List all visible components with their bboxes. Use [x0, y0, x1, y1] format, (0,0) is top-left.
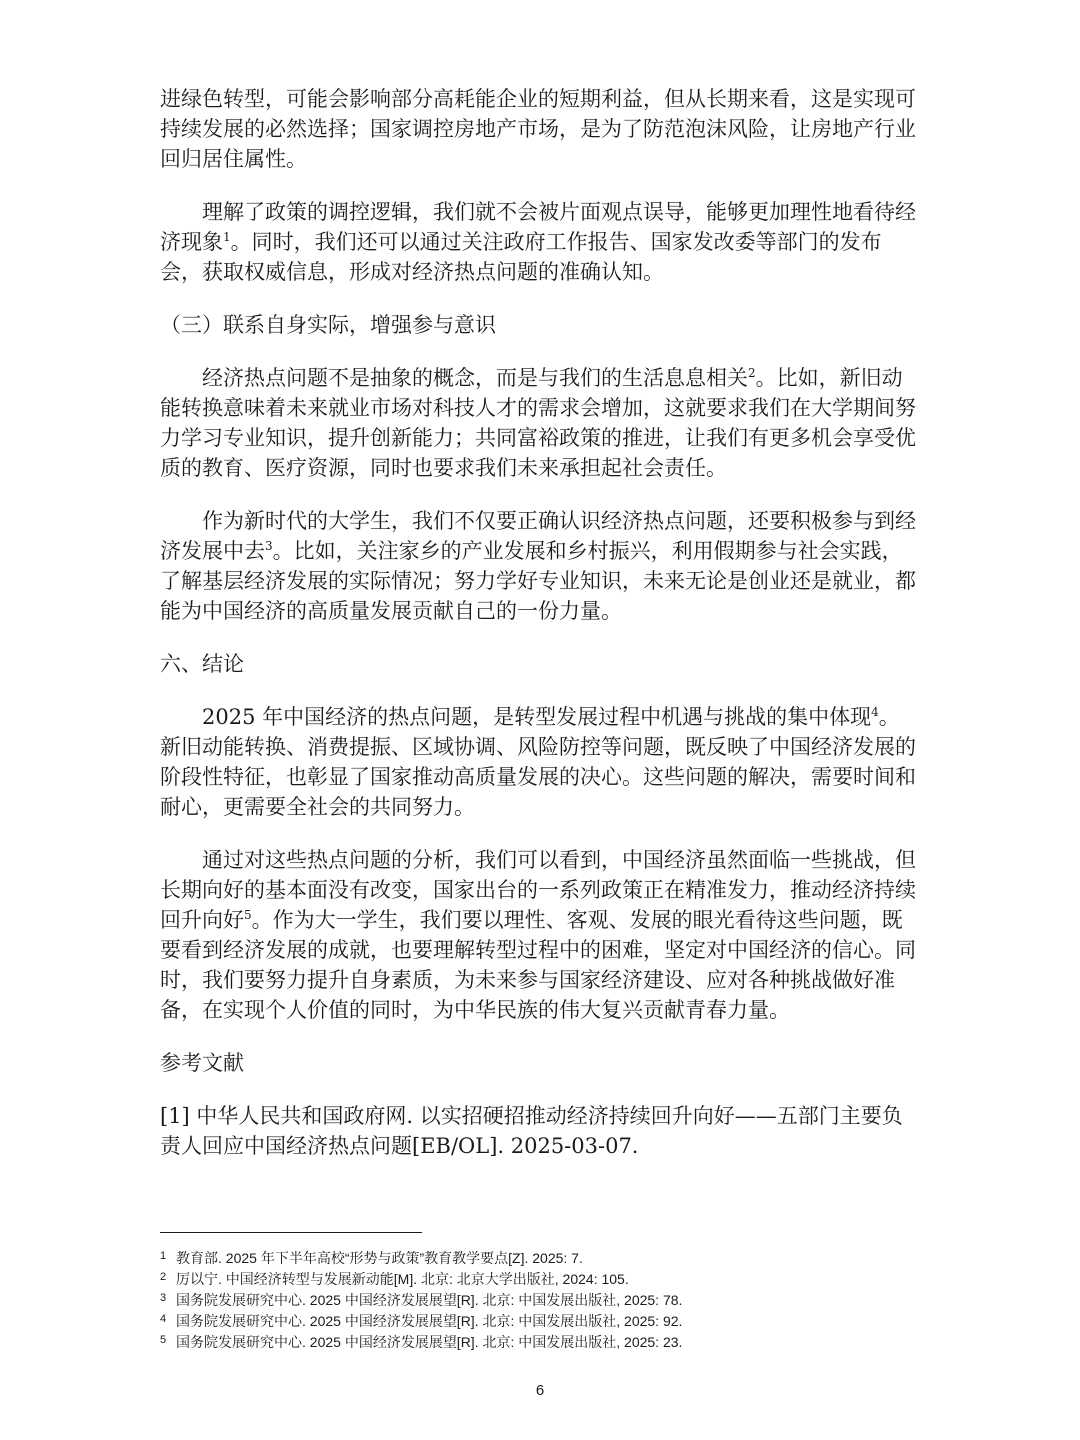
paragraph-text: 经济热点问题不是抽象的概念，而是与我们的生活息息相关 — [202, 366, 748, 390]
reference-item-1: [1] 中华人民共和国政府网. 以实招硬招推动经济持续回升向好——五部门主要负责人回应中国经济热点问题[EB/OL]. 2025-03-07. — [160, 1104, 903, 1158]
page-number: 6 — [535, 1382, 545, 1399]
footnote-text: 国务院发展研究中心. 2025 中国经济发展展望[R]. 北京: 中国发展出版社, 2025: 92. — [176, 1313, 683, 1329]
paragraph-text: 。作为大一学生，我们要以理性、客观、发展的眼光看待这些问题，既要看到经济发展的成就，也要理解转型过程中的困难，坚定对中国经济的信心。同时，我们要努力提升自身素质，为未来参与国家经济建设、应对各种挑战做好准备，在实现个人价值的同时，为中华民族的伟大复兴贡献青春力量。 — [160, 908, 916, 1022]
footnote-divider — [160, 1232, 422, 1233]
footnote-number: 5 — [160, 1334, 167, 1346]
paragraph-text: 。同时，我们还可以通过关注政府工作报告、国家发改委等部门的发布会，获取权威信息，形成对经济热点问题的准确认知。 — [160, 230, 882, 284]
footnote-text: 国务院发展研究中心. 2025 中国经济发展展望[R]. 北京: 中国发展出版社, 2025: 23. — [176, 1334, 683, 1350]
footnote-text: 教育部. 2025 年下半年高校“形势与政策”教育教学要点[Z]. 2025: 7. — [176, 1250, 583, 1266]
footnote-number: 3 — [160, 1292, 167, 1304]
paragraph-daily-life — [160, 363, 920, 483]
paragraph-participation — [160, 506, 920, 626]
footnote-item — [160, 1248, 920, 1269]
paragraph-text: 理解了政策的调控逻辑，我们就不会被片面观点误导，能够更加理性地看待经济现象 — [160, 200, 916, 254]
footnotes — [160, 1248, 920, 1353]
paragraph-conclusion-2 — [160, 845, 920, 1025]
paragraph-text: 。比如，关注家乡的产业发展和乡村振兴，利用假期参与社会实践，了解基层经济发展的实际情况；努力学好专业知识，未来无论是创业还是就业，都能为中国经济的高质量发展贡献自己的一份力量。 — [160, 539, 916, 623]
footnote-item — [160, 1311, 920, 1332]
paragraph-continued: 进绿色转型，可能会影响部分高耗能企业的短期利益，但从长期来看，这是实现可持续发展的必然选择；国家调控房地产市场，是为了防范泡沫风险，让房地产行业回归居住属性。 — [160, 87, 916, 171]
paragraph-text: 。新旧动能转换、消费提振、区域协调、风险防控等问题，既反映了中国经济发展的阶段性特征，也彰显了国家推动高质量发展的决心。这些问题的解决，需要时间和耐心，更需要全社会的共同努力。 — [160, 705, 916, 819]
paragraph-policy-logic — [160, 197, 920, 287]
footnote-ref-4[interactable]: 4 — [871, 705, 879, 719]
footnote-item — [160, 1290, 920, 1311]
paragraph-text: 通过对这些热点问题的分析，我们可以看到，中国经济虽然面临一些挑战，但长期向好的基本面没有改变，国家出台的一系列政策正在精准发力，推动经济持续回升向好 — [160, 848, 916, 932]
section-heading-3: （三）联系自身实际，增强参与意识 — [160, 313, 496, 337]
paragraph-text: 2025 年中国经济的热点问题，是转型发展过程中机遇与挑战的集中体现 — [202, 705, 872, 729]
footnote-ref-5[interactable]: 5 — [244, 908, 252, 922]
footnote-text: 国务院发展研究中心. 2025 中国经济发展展望[R]. 北京: 中国发展出版社, 2025: 78. — [176, 1292, 683, 1308]
footnote-number: 1 — [160, 1250, 167, 1262]
footnote-number: 2 — [160, 1271, 167, 1283]
footnote-ref-3[interactable]: 3 — [265, 539, 273, 553]
paragraph-text: 作为新时代的大学生，我们不仅要正确认识经济热点问题，还要积极参与到经济发展中去 — [160, 509, 916, 563]
section-heading-conclusion: 六、结论 — [160, 652, 244, 676]
footnote-number: 4 — [160, 1313, 167, 1325]
references-heading: 参考文献 — [160, 1051, 244, 1075]
footnote-item — [160, 1269, 920, 1290]
footnote-text: 厉以宁. 中国经济转型与发展新动能[M]. 北京: 北京大学出版社, 2024: 105. — [176, 1271, 629, 1287]
paragraph-text: 。比如，新旧动能转换意味着未来就业市场对科技人才的需求会增加，这就要求我们在大学期间努力学习专业知识，提升创新能力；共同富裕政策的推进，让我们有更多机会享受优质的教育、医疗资源，同时也要求我们未来承担起社会责任。 — [160, 366, 916, 480]
footnote-ref-1[interactable]: 1 — [223, 230, 231, 244]
paragraph-conclusion-1 — [160, 702, 920, 822]
footnote-item — [160, 1332, 920, 1353]
footnote-ref-2[interactable]: 2 — [748, 366, 756, 380]
body-text — [160, 84, 920, 1184]
